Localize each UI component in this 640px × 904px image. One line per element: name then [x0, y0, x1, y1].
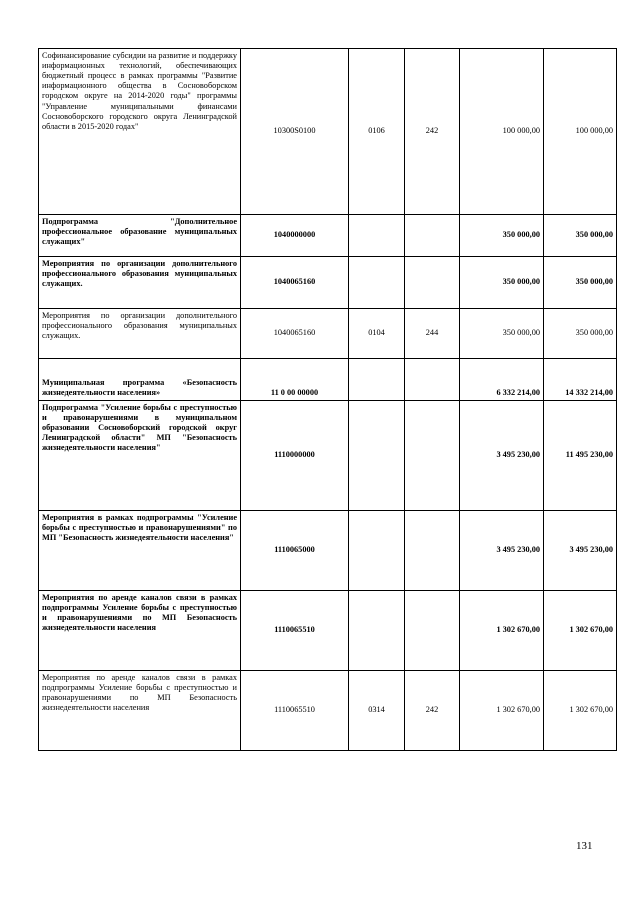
expense-type	[405, 257, 460, 309]
target-code: 1110065510	[241, 671, 349, 751]
target-code: 1110065000	[241, 511, 349, 591]
row-name: Мероприятия по аренде каналов связи в рамках подпрограммы Усиление борьбы с преступностью и правонарушениями по МП Безопасность жизнедеятельности населения	[39, 671, 241, 751]
row-name: Подпрограмма "Дополнительное профессиональное образование муниципальных служащих"	[39, 215, 241, 257]
sum-year-2: 3 495 230,00	[544, 511, 617, 591]
expense-type	[405, 215, 460, 257]
expense-type	[405, 401, 460, 511]
sum-year-1: 1 302 670,00	[460, 671, 544, 751]
sum-year-2: 350 000,00	[544, 215, 617, 257]
expense-type	[405, 359, 460, 401]
table-row	[39, 49, 617, 215]
table-row	[39, 257, 617, 309]
row-name: Мероприятия по аренде каналов связи в рамках подпрограммы Усиление борьбы с преступностью и правонарушениями по МП Безопасность жизнедеятельности населения	[39, 591, 241, 671]
row-name: Мероприятия по организации дополнительного профессионального образования муниципальных служащих.	[39, 309, 241, 359]
sum-year-1: 3 495 230,00	[460, 401, 544, 511]
sum-year-2: 350 000,00	[544, 309, 617, 359]
table-row	[39, 359, 617, 401]
target-code: 1040065160	[241, 309, 349, 359]
expense-type	[405, 511, 460, 591]
table-row	[39, 671, 617, 751]
target-code: 10300S0100	[241, 49, 349, 215]
section-code: 0106	[349, 49, 405, 215]
row-name: Мероприятия в рамках подпрограммы "Усиление борьбы с преступностью и правонарушениями" по МП "Безопасность жизнедеятельности населения"	[39, 511, 241, 591]
section-code	[349, 401, 405, 511]
row-name: Муниципальная программа «Безопасность жизнедеятельности населения»	[39, 359, 241, 401]
row-name: Подпрограмма "Усиление борьбы с преступностью и правонарушениями в муниципальном образовании Сосновоборский городской округ Ленинградской области" МП "Безопасность жизнедеятельности населения"	[39, 401, 241, 511]
section-code	[349, 359, 405, 401]
target-code: 1110065510	[241, 591, 349, 671]
target-code: 11 0 00 00000	[241, 359, 349, 401]
sum-year-2: 1 302 670,00	[544, 591, 617, 671]
sum-year-2: 11 495 230,00	[544, 401, 617, 511]
sum-year-1: 350 000,00	[460, 215, 544, 257]
section-code	[349, 591, 405, 671]
section-code	[349, 215, 405, 257]
table-row	[39, 309, 617, 359]
expense-type: 242	[405, 671, 460, 751]
sum-year-1: 3 495 230,00	[460, 511, 544, 591]
sum-year-1: 100 000,00	[460, 49, 544, 215]
sum-year-2: 1 302 670,00	[544, 671, 617, 751]
target-code: 1040065160	[241, 257, 349, 309]
section-code: 0104	[349, 309, 405, 359]
table-row	[39, 215, 617, 257]
table-row	[39, 401, 617, 511]
expense-type: 244	[405, 309, 460, 359]
sum-year-1: 350 000,00	[460, 309, 544, 359]
row-name: Софинансирование субсидии на развитие и поддержку информационных технологий, обеспечивающих бюджетный процесс в рамках программы "Развитие информационного общества в Сосновоборском городском округе на 2014-2020 годы" программы "Управление муниципальными финансами Сосновоборского городского округа Ленинградской области в 2015-2020 годах"	[39, 49, 241, 215]
sum-year-2: 14 332 214,00	[544, 359, 617, 401]
sum-year-1: 6 332 214,00	[460, 359, 544, 401]
expense-type	[405, 591, 460, 671]
sum-year-1: 1 302 670,00	[460, 591, 544, 671]
expense-type: 242	[405, 49, 460, 215]
section-code: 0314	[349, 671, 405, 751]
section-code	[349, 257, 405, 309]
sum-year-1: 350 000,00	[460, 257, 544, 309]
page-number: 131	[576, 840, 593, 852]
target-code: 1040000000	[241, 215, 349, 257]
sum-year-2: 350 000,00	[544, 257, 617, 309]
target-code: 1110000000	[241, 401, 349, 511]
row-name: Мероприятия по организации дополнительного профессионального образования муниципальных служащих.	[39, 257, 241, 309]
table-row	[39, 511, 617, 591]
table-row	[39, 591, 617, 671]
budget-table	[38, 48, 617, 751]
sum-year-2: 100 000,00	[544, 49, 617, 215]
section-code	[349, 511, 405, 591]
